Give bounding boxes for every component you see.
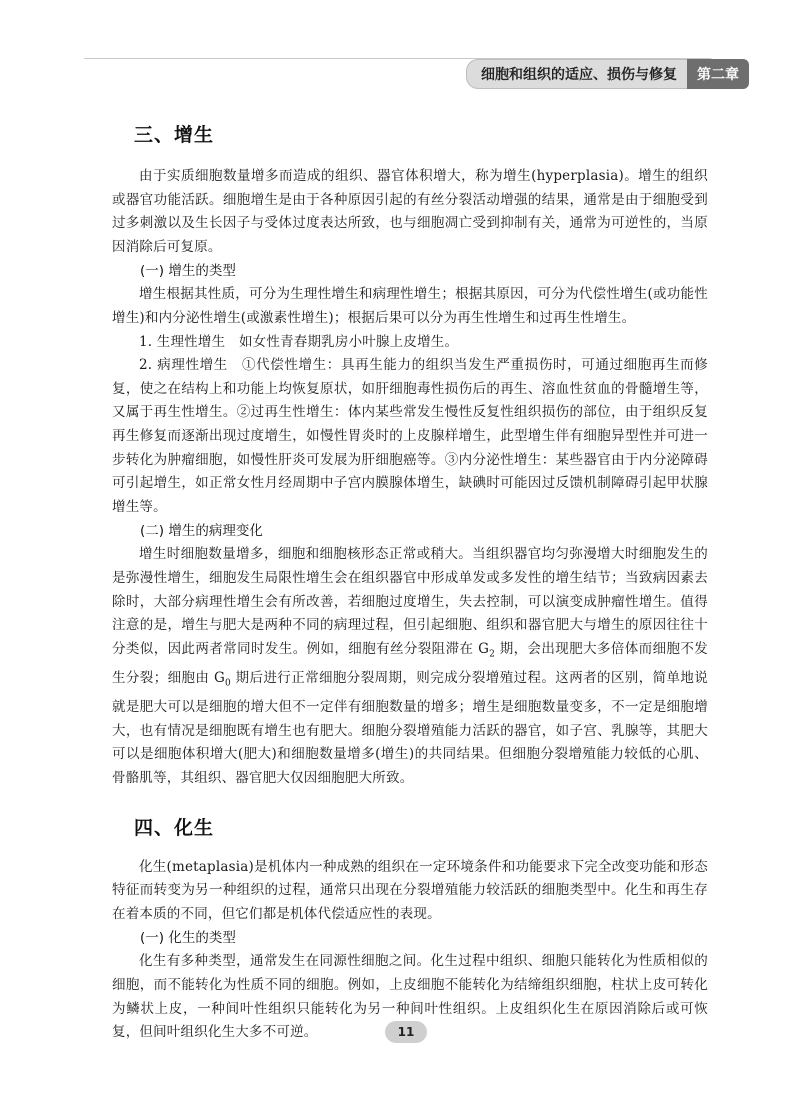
paragraph: 化生(metaplasia)是机体内一种成熟的组织在一定环境条件和功能要求下完全改变功能和形态特征而转变为另一种组织的过程，通常只出现在分裂增殖能力较活跃的细胞类型中。化生和再生存在着本质的不同，但它们都是机体代偿适应性的表现。 xyxy=(112,858,708,922)
section-heading-hyperplasia: 三、增生 xyxy=(134,124,215,146)
paragraph: 增生时细胞数量增多，细胞和细胞核形态正常或稍大。当组织器官均匀弥漫增大时细胞发生的是弥漫性增生，细胞发生局限性增生会在组织器官中形成单发或多发性的增生结节；当致病因素去除时，大部分病理性增生会有所改善，若细胞过度增生，失去控制，可以演变成肿瘤性增生。值得注意的是，增生与肥大是两种不同的病理过程，但引起细胞、组织和器官肥大与增生的原因往往十分类似，因此两者常同时发生。例如，细胞有丝分裂阻滞在 $G_2$ 期，会出现肥大多倍体而细胞不发生分裂；细胞由 $G_0$ 期后进行正常细胞分裂周期，则完成分裂增殖过程。这两者的区别，简单地说就是肥大可以是细胞的增大但不一定伴有细胞数量的增多；增生是细胞数量变多，不一定是细胞增大，也有情况是细胞既有增生也有肥大。细胞分裂增殖能力活跃的器官，如子宫、乳腺等，其肥大可以是细胞体积增大(肥大)和细胞数量增多(增生)的共同结果。但细胞分裂增殖能力较低的心肌、骨骼肌等，其组织、器官肥大仅因细胞肥大所致。 xyxy=(112,546,708,787)
paragraph: 由于实质细胞数量增多而造成的组织、器官体积增大，称为增生(hyperplasia)。增生的组织或器官功能活跃。细胞增生是由于各种原因引起的有丝分裂活动增强的结果，通常是由于细胞受到过多刺激以及生长因子与受体过度表达所致，也与细胞凋亡受到抑制有关，通常为可逆性的，当原因消除后可复原。 xyxy=(112,168,708,255)
paragraph: 增生根据其性质，可分为生理性增生和病理性增生；根据其原因，可分为代偿性增生(或功能性增生)和内分泌性增生(或激素性增生)；根据后果可以分为再生性增生和过再生性增生。 xyxy=(112,286,708,326)
chapter-number-tab: 第二章 xyxy=(687,59,749,89)
subsection-heading: (二) 增生的病理变化 xyxy=(140,523,263,540)
subsection-heading: (一) 化生的类型 xyxy=(140,930,236,947)
running-header xyxy=(466,59,749,89)
subsection-heading: (一) 增生的类型 xyxy=(140,263,236,280)
paragraph: 化生有多种类型，通常发生在同源性细胞之间。化生过程中组织、细胞只能转化为性质相似的细胞，而不能转化为性质不同的细胞。例如，上皮细胞不能转化为结缔组织细胞，柱状上皮可转化为鳞状上皮，一种间叶性组织只能转化为另一种间叶性组织。上皮组织化生在原因消除后或可恢复，但间叶组织化生大多不可逆。 xyxy=(112,953,708,1041)
page-body xyxy=(112,120,708,1045)
paragraph: 2. 病理性增生 ①代偿性增生：具再生能力的组织当发生严重损伤时，可通过细胞再生而修复，使之在结构上和功能上均恢复原状，如肝细胞毒性损伤后的再生、溶血性贫血的骨髓增生等，又属于再生性增生。②过再生性增生：体内某些常发生慢性反复性组织损伤的部位，由于组织反复再生修复而逐渐出现过度增生，如慢性胃炎时的上皮腺样增生，此型增生伴有细胞异型性并可进一步转化为肿瘤细胞，如慢性肝炎可发展为肝细胞癌等。③内分泌性增生：某些器官由于内分泌障碍可引起增生，如正常女性月经周期中子宫内膜腺体增生，缺碘时可能因过反馈机制障碍引起甲状腺增生等。 xyxy=(112,357,708,515)
section-heading-metaplasia: 四、化生 xyxy=(134,816,215,839)
page-number: 11 xyxy=(385,1021,427,1043)
chapter-title: 细胞和组织的适应、损伤与修复 xyxy=(466,59,687,89)
paragraph: 1. 生理性增生 如女性青春期乳房小叶腺上皮增生。 xyxy=(139,333,459,350)
